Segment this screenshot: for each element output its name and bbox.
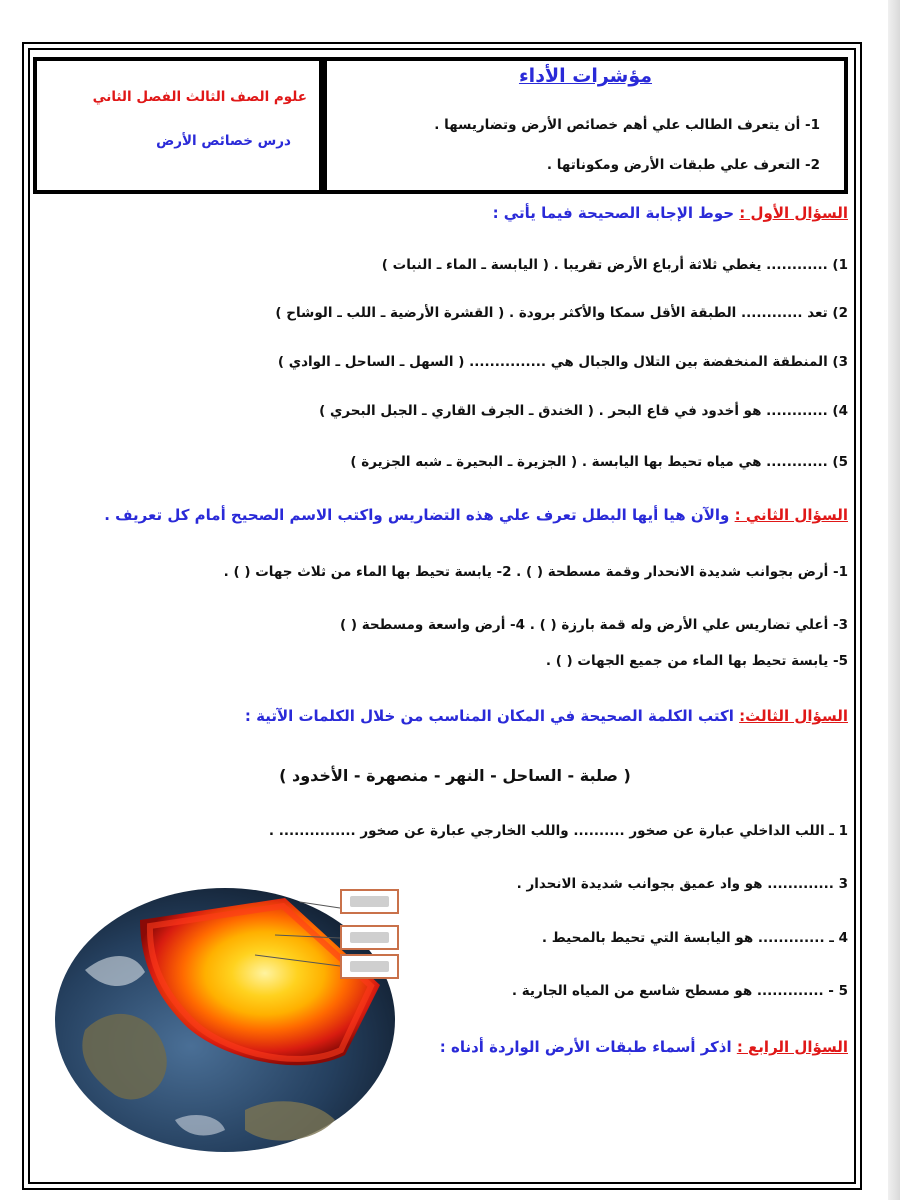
subject-line: علوم الصف الثالث الفصل الثاني — [92, 89, 307, 105]
q3-instruction: اكتب الكلمة الصحيحة في المكان المناسب من خلال الكلمات الآتية : — [244, 707, 734, 725]
q1-item: 3) المنطقة المنخفضة بين التلال والجبال هي ............... ( السهل ـ الساحل ـ الوادي ) — [277, 354, 848, 370]
lesson-line: درس خصائص الأرض — [156, 133, 291, 149]
q3-item: 5 - ............. هو مسطح شاسع من المياه الجارية . — [511, 983, 848, 999]
q3-word-bank: ( صلبة - الساحل - النهر - منصهرة - الأخدود ) — [279, 766, 631, 785]
q2-line: 1- أرض بجوانب شديدة الانحدار وقمة مسطحة ( ) . 2- يابسة تحيط بها الماء من ثلاث جهات ( ) . — [223, 564, 848, 580]
q2-heading — [104, 506, 848, 524]
q3-item: 3 ............. هو واد عميق بجوانب شديدة الانحدار . — [516, 876, 848, 892]
q2-line: 3- أعلي تضاريس علي الأرض وله قمة بارزة ( ) . 4- أرض واسعة ومسطحة ( ) — [339, 617, 848, 633]
q2-label: السؤال الثاني : — [734, 506, 848, 524]
q4-label: السؤال الرابع : — [736, 1038, 848, 1056]
q3-heading — [245, 707, 848, 725]
q1-label: السؤال الأول : — [739, 204, 848, 222]
q1-instruction: حوط الإجابة الصحيحة فيما يأتي : — [492, 204, 735, 222]
layer-label-box-core — [340, 954, 399, 979]
q3-item: 4 ـ ............. هو اليابسة التي تحيط بالمحيط . — [541, 930, 848, 946]
q4-instruction: اذكر أسماء طبقات الأرض الواردة أدناه : — [439, 1038, 732, 1056]
page-edge-shadow — [888, 0, 900, 1200]
q3-item: 1 ـ اللب الداخلي عبارة عن صخور .......... واللب الخارجي عبارة عن صخور ............... . — [268, 823, 848, 839]
q2-instruction: والآن هيا أيها البطل تعرف علي هذه التضاريس واكتب الاسم الصحيح أمام كل تعريف . — [104, 506, 730, 524]
layer-label-box-crust — [340, 889, 399, 914]
header-indicators-box — [323, 57, 848, 194]
indicators-title: مؤشرات الأداء — [518, 65, 653, 87]
q2-line: 5- يابسة تحيط بها الماء من جميع الجهات ( ) . — [545, 653, 848, 669]
q3-label: السؤال الثالث: — [739, 707, 848, 725]
header-lesson-box — [33, 57, 323, 194]
q1-item: 4) ............ هو أخدود في قاع البحر . ( الخندق ـ الجرف القاري ـ الجبل البحري ) — [319, 403, 848, 419]
indicator-item: 1- أن يتعرف الطالب علي أهم خصائص الأرض وتضاريسها . — [434, 117, 820, 133]
q1-item: 2) تعد ............ الطبقة الأقل سمكا والأكثر برودة . ( القشرة الأرضية ـ اللب ـ الوشاح ) — [275, 305, 848, 321]
layer-label-box-mantle — [340, 925, 399, 950]
q4-heading — [440, 1038, 848, 1056]
earth-layers-illustration — [45, 880, 405, 1155]
indicator-item: 2- التعرف علي طبقات الأرض ومكوناتها . — [546, 157, 820, 173]
q1-heading — [493, 204, 848, 222]
q1-item: 5) ............ هي مياه تحيط بها اليابسة . ( الجزيرة ـ البحيرة ـ شبه الجزيرة ) — [350, 454, 848, 470]
q1-item: 1) ............ يغطي ثلاثة أرباع الأرض تقريبا . ( اليابسة ـ الماء ـ النبات ) — [381, 257, 848, 273]
